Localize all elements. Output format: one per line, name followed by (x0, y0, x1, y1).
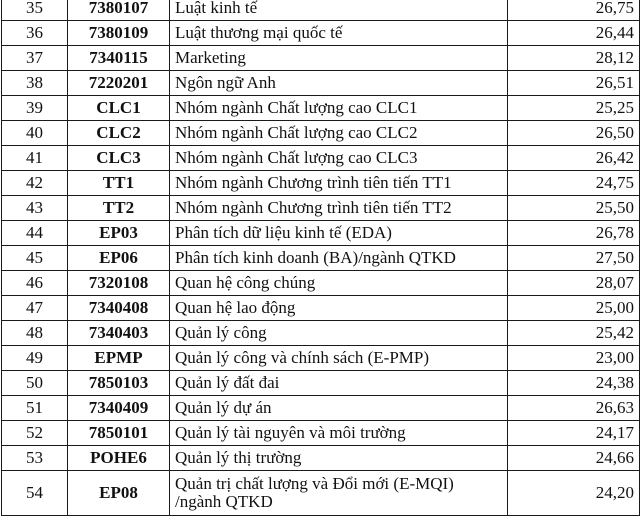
cutoff-score-cell: 25,42 (508, 321, 640, 346)
cutoff-score-cell: 26,51 (508, 71, 640, 96)
cutoff-score-cell: 26,50 (508, 121, 640, 146)
row-number-cell: 54 (2, 471, 68, 516)
program-code-cell: EP03 (68, 221, 170, 246)
table-row (2, 296, 640, 321)
program-name-cell: Luật kinh tế (170, 0, 508, 21)
row-number-cell: 45 (2, 246, 68, 271)
program-code-cell: 7340403 (68, 321, 170, 346)
row-number-cell: 47 (2, 296, 68, 321)
cutoff-score-cell: 28,07 (508, 271, 640, 296)
program-code-cell: 7850103 (68, 371, 170, 396)
table-row (2, 371, 640, 396)
row-number-cell: 51 (2, 396, 68, 421)
program-name-cell: Quản lý thị trường (170, 446, 508, 471)
table-row (2, 346, 640, 371)
table-row (2, 96, 640, 121)
cutoff-score-cell: 25,25 (508, 96, 640, 121)
program-code-cell: 7340409 (68, 396, 170, 421)
cutoff-score-cell: 24,38 (508, 371, 640, 396)
row-number-cell: 36 (2, 21, 68, 46)
cutoff-score-cell: 24,17 (508, 421, 640, 446)
cutoff-score-cell: 24,20 (508, 471, 640, 516)
table-row (2, 121, 640, 146)
program-code-cell: CLC2 (68, 121, 170, 146)
program-code-cell: POHE6 (68, 446, 170, 471)
program-name-cell: Nhóm ngành Chất lượng cao CLC3 (170, 146, 508, 171)
program-code-cell: CLC1 (68, 96, 170, 121)
row-number-cell: 50 (2, 371, 68, 396)
program-code-cell: CLC3 (68, 146, 170, 171)
program-code-cell: 7220201 (68, 71, 170, 96)
cutoff-score-cell: 26,42 (508, 146, 640, 171)
row-number-cell: 52 (2, 421, 68, 446)
program-name-cell: Quan hệ công chúng (170, 271, 508, 296)
row-number-cell: 37 (2, 46, 68, 71)
program-name-cell: Ngôn ngữ Anh (170, 71, 508, 96)
row-number-cell: 35 (2, 0, 68, 21)
program-code-cell: EPMP (68, 346, 170, 371)
table-row (2, 71, 640, 96)
program-name-cell: Quản lý công và chính sách (E-PMP) (170, 346, 508, 371)
table-body (2, 0, 640, 516)
table-row (2, 246, 640, 271)
program-name-cell: Marketing (170, 46, 508, 71)
row-number-cell: 44 (2, 221, 68, 246)
program-code-cell: EP06 (68, 246, 170, 271)
table-row (2, 271, 640, 296)
program-code-cell: EP08 (68, 471, 170, 516)
row-number-cell: 40 (2, 121, 68, 146)
row-number-cell: 42 (2, 171, 68, 196)
program-name-cell: Quản lý đất đai (170, 371, 508, 396)
row-number-cell: 46 (2, 271, 68, 296)
cutoff-score-cell: 26,63 (508, 396, 640, 421)
cutoff-score-cell: 24,75 (508, 171, 640, 196)
table-row (2, 421, 640, 446)
table-row (2, 21, 640, 46)
table-row (2, 221, 640, 246)
row-number-cell: 43 (2, 196, 68, 221)
program-code-cell: 7340115 (68, 46, 170, 71)
table-row (2, 171, 640, 196)
cutoff-score-cell: 28,12 (508, 46, 640, 71)
cutoff-score-cell: 26,44 (508, 21, 640, 46)
program-name-cell: Quản lý tài nguyên và môi trường (170, 421, 508, 446)
program-name-cell: Quan hệ lao động (170, 296, 508, 321)
row-number-cell: 48 (2, 321, 68, 346)
program-name-cell: Nhóm ngành Chương trình tiên tiến TT2 (170, 196, 508, 221)
program-name-cell: Nhóm ngành Chất lượng cao CLC1 (170, 96, 508, 121)
program-name-cell: Phân tích kinh doanh (BA)/ngành QTKD (170, 246, 508, 271)
table-row (2, 196, 640, 221)
program-name-cell: Quản lý dự án (170, 396, 508, 421)
table-row (2, 471, 640, 516)
program-code-cell: 7850101 (68, 421, 170, 446)
row-number-cell: 49 (2, 346, 68, 371)
admission-score-table (1, 0, 640, 516)
table-row (2, 0, 640, 21)
table-row (2, 321, 640, 346)
program-code-cell: 7320108 (68, 271, 170, 296)
row-number-cell: 53 (2, 446, 68, 471)
cutoff-score-cell: 27,50 (508, 246, 640, 271)
cutoff-score-cell: 25,50 (508, 196, 640, 221)
table-row (2, 46, 640, 71)
program-name-cell: Quản trị chất lượng và Đổi mới (E-MQI) /ngành QTKD (170, 471, 508, 516)
row-number-cell: 38 (2, 71, 68, 96)
cutoff-score-cell: 24,66 (508, 446, 640, 471)
cutoff-score-cell: 25,00 (508, 296, 640, 321)
row-number-cell: 39 (2, 96, 68, 121)
program-name-cell: Luật thương mại quốc tế (170, 21, 508, 46)
program-name-cell: Nhóm ngành Chương trình tiên tiến TT1 (170, 171, 508, 196)
program-name-cell: Quản lý công (170, 321, 508, 346)
program-code-cell: TT2 (68, 196, 170, 221)
table-row (2, 446, 640, 471)
cutoff-score-cell: 26,78 (508, 221, 640, 246)
program-code-cell: 7340408 (68, 296, 170, 321)
cutoff-score-cell: 26,75 (508, 0, 640, 21)
program-code-cell: 7380107 (68, 0, 170, 21)
table-row (2, 396, 640, 421)
program-name-cell: Nhóm ngành Chất lượng cao CLC2 (170, 121, 508, 146)
program-name-cell: Phân tích dữ liệu kinh tế (EDA) (170, 221, 508, 246)
program-code-cell: 7380109 (68, 21, 170, 46)
row-number-cell: 41 (2, 146, 68, 171)
cutoff-score-cell: 23,00 (508, 346, 640, 371)
program-code-cell: TT1 (68, 171, 170, 196)
table-row (2, 146, 640, 171)
